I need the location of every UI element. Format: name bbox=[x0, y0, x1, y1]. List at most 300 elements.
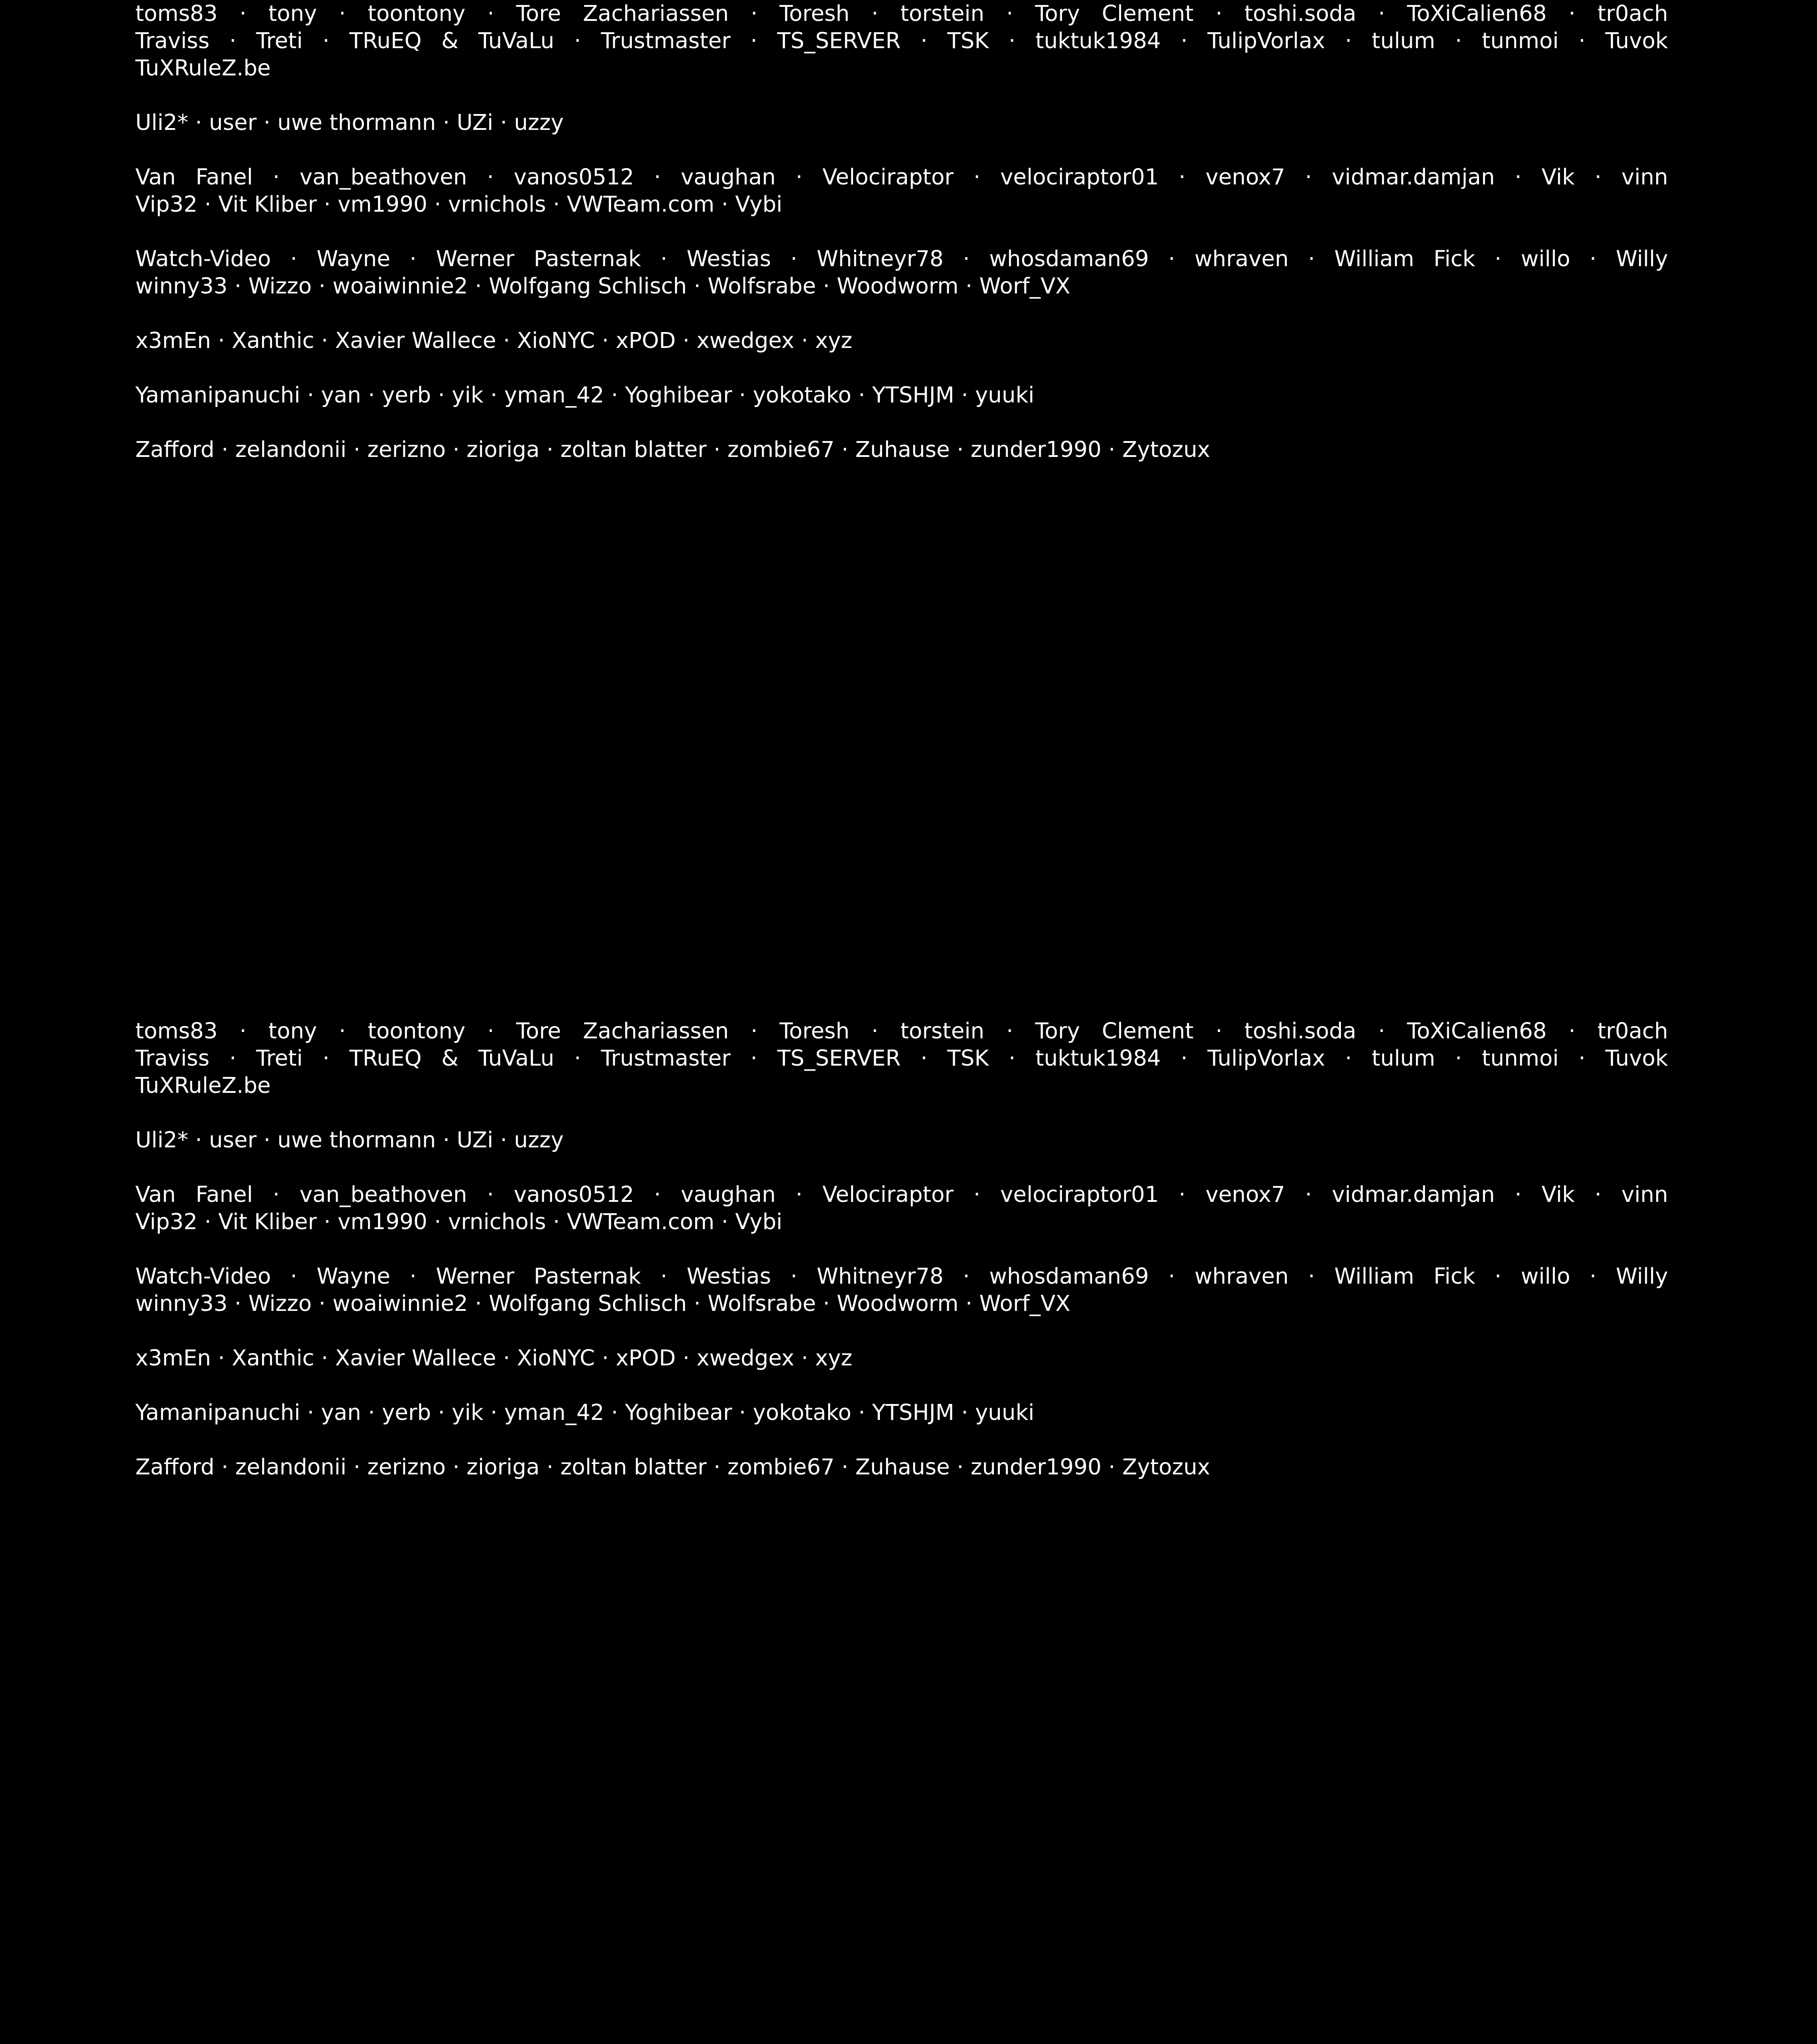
name-separator: · bbox=[984, 1, 1035, 26]
credit-name: toms83 bbox=[135, 1, 218, 26]
credit-name: Uli2* bbox=[135, 110, 189, 135]
name-separator: · bbox=[493, 110, 514, 135]
credit-name: Yoghibear bbox=[625, 1400, 732, 1425]
credit-name: William Fick bbox=[1334, 246, 1475, 272]
credit-name: Wayne bbox=[316, 246, 391, 272]
credit-line bbox=[135, 1290, 1668, 1317]
credit-name: tony bbox=[268, 1, 317, 26]
credit-name: Xavier Wallece bbox=[335, 328, 496, 353]
name-separator: · bbox=[271, 246, 317, 272]
name-separator: · bbox=[1193, 1018, 1245, 1044]
credit-name: Woodworm bbox=[837, 273, 959, 299]
credit-name: Westias bbox=[686, 246, 771, 272]
name-separator: · bbox=[794, 328, 815, 353]
credit-name: tony bbox=[268, 1018, 317, 1044]
name-separator: · bbox=[954, 1400, 975, 1425]
name-separator: · bbox=[1288, 1264, 1335, 1289]
credit-line bbox=[135, 1263, 1668, 1290]
credit-name: woaiwinnie2 bbox=[332, 1291, 468, 1316]
credit-name: Woodworm bbox=[837, 1291, 959, 1316]
name-separator: · bbox=[954, 382, 975, 408]
name-separator: · bbox=[816, 273, 837, 299]
name-separator: · bbox=[1574, 1182, 1622, 1207]
name-separator: · bbox=[958, 1291, 979, 1316]
name-separator: · bbox=[834, 437, 855, 462]
credit-name: user bbox=[209, 1127, 257, 1153]
credit-name: ToXiCalien68 bbox=[1407, 1, 1547, 26]
name-separator: · bbox=[227, 273, 248, 299]
credit-name: van_beathoven bbox=[299, 1182, 467, 1207]
credit-name: YTSHJM bbox=[872, 1400, 954, 1425]
credits-group-v bbox=[135, 164, 1668, 218]
credit-name: vanos0512 bbox=[514, 164, 634, 190]
credit-name: Wizzo bbox=[248, 1291, 312, 1316]
name-separator: · bbox=[675, 328, 697, 353]
name-separator: · bbox=[188, 1127, 209, 1153]
credit-name: velociraptor01 bbox=[1000, 1182, 1159, 1207]
credit-name: Xavier Wallece bbox=[335, 1345, 496, 1371]
name-separator: · bbox=[483, 1400, 504, 1425]
credit-name: velociraptor01 bbox=[1000, 164, 1159, 190]
name-separator: · bbox=[953, 164, 1001, 190]
credit-name: whraven bbox=[1194, 1264, 1289, 1289]
name-separator: · bbox=[317, 1018, 368, 1044]
credits-group-y bbox=[135, 1399, 1668, 1426]
credit-name: Tory Clement bbox=[1035, 1, 1194, 26]
credit-name: zombie67 bbox=[727, 1454, 835, 1480]
credit-name: Whitneyr78 bbox=[816, 1264, 944, 1289]
credit-name: zunder1990 bbox=[970, 437, 1102, 462]
name-separator: · bbox=[604, 382, 625, 408]
credit-name: whosdaman69 bbox=[989, 246, 1149, 272]
name-separator: · bbox=[253, 164, 300, 190]
name-separator: · bbox=[1149, 246, 1195, 272]
credit-name: vaughan bbox=[680, 1182, 776, 1207]
credit-name: Yamanipanuchi bbox=[135, 1400, 300, 1425]
credit-name: UZi bbox=[457, 1127, 493, 1153]
credit-name: tunmoi bbox=[1482, 28, 1559, 54]
credit-name: TRuEQ & TuVaLu bbox=[349, 1046, 555, 1071]
name-separator: · bbox=[300, 382, 321, 408]
credit-name: Tory Clement bbox=[1035, 1018, 1194, 1044]
name-separator: · bbox=[256, 110, 278, 135]
name-separator: · bbox=[675, 1345, 697, 1371]
credit-line bbox=[135, 27, 1668, 55]
credit-name: torstein bbox=[900, 1, 984, 26]
name-separator: · bbox=[771, 246, 817, 272]
credits-group-x bbox=[135, 327, 1668, 354]
credits-group-z bbox=[135, 436, 1668, 463]
credit-name: UZi bbox=[457, 110, 493, 135]
credit-name: zerizno bbox=[367, 437, 446, 462]
name-separator: · bbox=[1356, 1, 1407, 26]
credit-name: Vip32 bbox=[135, 1209, 198, 1235]
name-separator: · bbox=[446, 437, 467, 462]
credit-line bbox=[135, 245, 1668, 273]
name-separator: · bbox=[314, 1345, 335, 1371]
name-separator: · bbox=[312, 1291, 333, 1316]
credit-name: yuuki bbox=[975, 382, 1034, 408]
name-separator: · bbox=[953, 1182, 1001, 1207]
name-separator: · bbox=[446, 1454, 467, 1480]
credit-name: toshi.soda bbox=[1244, 1, 1356, 26]
credit-name: winny33 bbox=[135, 1291, 228, 1316]
name-separator: · bbox=[595, 328, 616, 353]
credit-name: TSK bbox=[947, 28, 989, 54]
credit-name: toms83 bbox=[135, 1018, 218, 1044]
credit-name: xPOD bbox=[616, 328, 676, 353]
credit-line bbox=[135, 1126, 1668, 1154]
credit-name: Wolfsrabe bbox=[707, 273, 816, 299]
name-separator: · bbox=[314, 328, 335, 353]
name-separator: · bbox=[984, 1018, 1035, 1044]
name-separator: · bbox=[851, 1400, 873, 1425]
name-separator: · bbox=[346, 1454, 367, 1480]
name-separator: · bbox=[851, 382, 873, 408]
credit-name: TulipVorlax bbox=[1207, 28, 1326, 54]
credit-name: vaughan bbox=[680, 164, 776, 190]
name-separator: · bbox=[732, 1400, 753, 1425]
name-separator: · bbox=[950, 437, 971, 462]
name-separator: · bbox=[346, 437, 367, 462]
credit-name: zioriga bbox=[467, 1454, 540, 1480]
name-separator: · bbox=[900, 1046, 948, 1071]
name-separator: · bbox=[775, 164, 823, 190]
credit-name: uwe thormann bbox=[277, 110, 436, 135]
credit-name: zoltan blatter bbox=[560, 1454, 707, 1480]
name-separator: · bbox=[209, 1046, 256, 1071]
name-separator: · bbox=[687, 1291, 708, 1316]
credit-name: vinn bbox=[1621, 164, 1668, 190]
credit-name: TuXRuleZ.be bbox=[135, 55, 271, 81]
credit-name: Xanthic bbox=[232, 1345, 314, 1371]
credit-name: Treti bbox=[256, 28, 303, 54]
name-separator: · bbox=[641, 1264, 687, 1289]
credit-name: Vybi bbox=[735, 192, 783, 217]
name-separator: · bbox=[1435, 28, 1482, 54]
credit-name: Wolfgang Schlisch bbox=[488, 273, 687, 299]
credit-name: van_beathoven bbox=[299, 164, 467, 190]
name-separator: · bbox=[943, 246, 989, 272]
credit-name: yan bbox=[321, 382, 361, 408]
credits-group-v bbox=[135, 1181, 1668, 1235]
credit-name: yokotako bbox=[753, 382, 852, 408]
credit-name: Whitneyr78 bbox=[816, 246, 944, 272]
credit-name: Xanthic bbox=[232, 328, 314, 353]
credit-line bbox=[135, 436, 1668, 463]
credit-line bbox=[135, 1208, 1668, 1235]
name-separator: · bbox=[604, 1400, 625, 1425]
name-separator: · bbox=[1101, 437, 1122, 462]
credit-line bbox=[135, 0, 1668, 27]
credit-name: toshi.soda bbox=[1244, 1018, 1356, 1044]
name-separator: · bbox=[539, 437, 561, 462]
name-separator: · bbox=[467, 1182, 514, 1207]
name-separator: · bbox=[834, 1454, 855, 1480]
credit-name: Werner Pasternak bbox=[436, 246, 641, 272]
credit-name: Vik bbox=[1541, 164, 1575, 190]
credit-name: TS_SERVER bbox=[777, 28, 901, 54]
credit-name: Yamanipanuchi bbox=[135, 382, 300, 408]
credit-name: yik bbox=[452, 1400, 484, 1425]
credit-name: Uli2* bbox=[135, 1127, 189, 1153]
credit-name: yerb bbox=[382, 1400, 431, 1425]
name-separator: · bbox=[465, 1018, 516, 1044]
credit-name: ToXiCalien68 bbox=[1407, 1018, 1547, 1044]
name-separator: · bbox=[732, 382, 753, 408]
credit-line bbox=[135, 1017, 1668, 1045]
credit-name: venox7 bbox=[1205, 164, 1286, 190]
credit-name: Watch-Video bbox=[135, 246, 271, 272]
credit-name: TRuEQ & TuVaLu bbox=[349, 28, 555, 54]
name-separator: · bbox=[687, 273, 708, 299]
name-separator: · bbox=[794, 1345, 815, 1371]
credit-name: willo bbox=[1521, 246, 1570, 272]
credit-name: xyz bbox=[815, 328, 853, 353]
name-separator: · bbox=[312, 273, 333, 299]
name-separator: · bbox=[1285, 164, 1332, 190]
credits-group-z bbox=[135, 1454, 1668, 1481]
credit-name: tuktuk1984 bbox=[1035, 1046, 1161, 1071]
credit-name: vidmar.damjan bbox=[1331, 164, 1495, 190]
credit-name: tulum bbox=[1371, 1046, 1435, 1071]
credit-name: Velociraptor bbox=[822, 1182, 954, 1207]
credits-group-y bbox=[135, 382, 1668, 409]
credit-name: vidmar.damjan bbox=[1331, 1182, 1495, 1207]
credit-name: vanos0512 bbox=[514, 1182, 634, 1207]
name-separator: · bbox=[1161, 1046, 1208, 1071]
name-separator: · bbox=[730, 1046, 777, 1071]
credit-name: TuXRuleZ.be bbox=[135, 1073, 271, 1098]
name-separator: · bbox=[317, 1, 368, 26]
credits-block-top bbox=[135, 0, 1668, 491]
credit-name: yuuki bbox=[975, 1400, 1034, 1425]
name-separator: · bbox=[431, 1400, 452, 1425]
credit-name: Velociraptor bbox=[822, 164, 954, 190]
credit-name: Trustmaster bbox=[601, 1046, 731, 1071]
credit-name: TS_SERVER bbox=[777, 1046, 901, 1071]
name-separator: · bbox=[816, 1291, 837, 1316]
credit-name: Treti bbox=[256, 1046, 303, 1071]
name-separator: · bbox=[214, 1454, 235, 1480]
credit-name: Vip32 bbox=[135, 192, 198, 217]
name-separator: · bbox=[317, 192, 338, 217]
credit-name: uwe thormann bbox=[277, 1127, 436, 1153]
credit-name: zelandonii bbox=[235, 1454, 347, 1480]
name-separator: · bbox=[468, 1291, 489, 1316]
name-separator: · bbox=[1559, 1046, 1605, 1071]
name-separator: · bbox=[595, 1345, 616, 1371]
name-separator: · bbox=[253, 1182, 300, 1207]
name-separator: · bbox=[436, 110, 457, 135]
credit-name: Zytozux bbox=[1122, 1454, 1211, 1480]
credit-name: Willy bbox=[1616, 246, 1668, 272]
credit-name: Van Fanel bbox=[135, 164, 253, 190]
credit-name: TulipVorlax bbox=[1207, 1046, 1326, 1071]
name-separator: · bbox=[256, 1127, 278, 1153]
name-separator: · bbox=[218, 1018, 268, 1044]
credit-line bbox=[135, 164, 1668, 191]
credits-group-w bbox=[135, 245, 1668, 300]
credit-name: Zytozux bbox=[1122, 437, 1211, 462]
name-separator: · bbox=[197, 1209, 218, 1235]
credit-name: xwedgex bbox=[696, 1345, 794, 1371]
name-separator: · bbox=[1475, 246, 1521, 272]
credit-name: Werner Pasternak bbox=[436, 1264, 641, 1289]
credit-name: torstein bbox=[900, 1018, 984, 1044]
credit-name: woaiwinnie2 bbox=[332, 273, 468, 299]
credit-line bbox=[135, 1399, 1668, 1426]
credit-name: whosdaman69 bbox=[989, 1264, 1149, 1289]
credit-name: yerb bbox=[382, 382, 431, 408]
name-separator: · bbox=[546, 1209, 567, 1235]
name-separator: · bbox=[546, 192, 567, 217]
credit-name: Watch-Video bbox=[135, 1264, 271, 1289]
credit-name: William Fick bbox=[1334, 1264, 1475, 1289]
credit-name: Trustmaster bbox=[601, 28, 731, 54]
name-separator: · bbox=[1161, 28, 1208, 54]
name-separator: · bbox=[361, 382, 382, 408]
credit-name: Van Fanel bbox=[135, 1182, 253, 1207]
credit-line bbox=[135, 327, 1668, 354]
name-separator: · bbox=[988, 1046, 1036, 1071]
name-separator: · bbox=[211, 1345, 232, 1371]
credits-group-w bbox=[135, 1263, 1668, 1317]
credit-line bbox=[135, 382, 1668, 409]
name-separator: · bbox=[1559, 28, 1605, 54]
name-separator: · bbox=[1193, 1, 1245, 26]
name-separator: · bbox=[209, 28, 256, 54]
name-separator: · bbox=[775, 1182, 823, 1207]
name-separator: · bbox=[1570, 246, 1616, 272]
name-separator: · bbox=[1570, 1264, 1616, 1289]
credit-name: uzzy bbox=[514, 1127, 564, 1153]
credit-name: xwedgex bbox=[696, 328, 794, 353]
name-separator: · bbox=[1159, 1182, 1206, 1207]
name-separator: · bbox=[431, 382, 452, 408]
credit-name: tr0ach bbox=[1597, 1, 1668, 26]
credit-name: winny33 bbox=[135, 273, 228, 299]
credit-line bbox=[135, 273, 1668, 300]
credit-name: Zuhause bbox=[855, 1454, 950, 1480]
credit-name: yan bbox=[321, 1400, 361, 1425]
credit-line bbox=[135, 1181, 1668, 1208]
credit-name: Wolfgang Schlisch bbox=[488, 1291, 687, 1316]
credit-name: vrnichols bbox=[448, 1209, 546, 1235]
name-separator: · bbox=[1285, 1182, 1332, 1207]
credit-name: Tore Zachariassen bbox=[516, 1, 729, 26]
name-separator: · bbox=[188, 110, 209, 135]
name-separator: · bbox=[1325, 1046, 1372, 1071]
name-separator: · bbox=[1288, 246, 1335, 272]
credit-name: YTSHJM bbox=[872, 382, 954, 408]
name-separator: · bbox=[554, 28, 601, 54]
name-separator: · bbox=[390, 246, 436, 272]
name-separator: · bbox=[214, 437, 235, 462]
name-separator: · bbox=[771, 1264, 817, 1289]
name-separator: · bbox=[468, 273, 489, 299]
name-separator: · bbox=[496, 328, 517, 353]
credit-name: x3mEn bbox=[135, 1345, 211, 1371]
credits-group-t bbox=[135, 0, 1668, 82]
credit-name: Worf_VX bbox=[979, 1291, 1071, 1316]
name-separator: · bbox=[1546, 1, 1598, 26]
credit-name: Wolfsrabe bbox=[707, 1291, 816, 1316]
credit-line bbox=[135, 1072, 1668, 1099]
credit-name: toontony bbox=[367, 1018, 466, 1044]
credit-name: venox7 bbox=[1205, 1182, 1286, 1207]
credit-name: zombie67 bbox=[727, 437, 835, 462]
credit-name: xyz bbox=[815, 1345, 853, 1371]
credit-line bbox=[135, 1454, 1668, 1481]
credit-line bbox=[135, 191, 1668, 218]
name-separator: · bbox=[1101, 1454, 1122, 1480]
name-separator: · bbox=[729, 1, 780, 26]
credit-name: Zafford bbox=[135, 1454, 215, 1480]
credit-name: XioNYC bbox=[516, 328, 595, 353]
name-separator: · bbox=[849, 1018, 900, 1044]
credit-line bbox=[135, 109, 1668, 136]
credit-name: user bbox=[209, 110, 257, 135]
credit-name: TSK bbox=[947, 1046, 989, 1071]
credit-name: willo bbox=[1521, 1264, 1570, 1289]
credit-name: zioriga bbox=[467, 437, 540, 462]
name-separator: · bbox=[730, 28, 777, 54]
credit-name: Westias bbox=[686, 1264, 771, 1289]
credit-name: zelandonii bbox=[235, 437, 347, 462]
credit-line bbox=[135, 1045, 1668, 1072]
name-separator: · bbox=[300, 1400, 321, 1425]
name-separator: · bbox=[361, 1400, 382, 1425]
credit-name: toontony bbox=[367, 1, 466, 26]
name-separator: · bbox=[900, 28, 948, 54]
credit-name: Traviss bbox=[135, 1046, 210, 1071]
name-separator: · bbox=[950, 1454, 971, 1480]
credit-name: Vik bbox=[1541, 1182, 1575, 1207]
credit-name: tulum bbox=[1371, 28, 1435, 54]
name-separator: · bbox=[465, 1, 516, 26]
credit-name: Toresh bbox=[779, 1018, 850, 1044]
name-separator: · bbox=[1149, 1264, 1195, 1289]
credit-name: Wayne bbox=[316, 1264, 391, 1289]
credit-name: VWTeam.com bbox=[566, 192, 715, 217]
name-separator: · bbox=[427, 192, 448, 217]
name-separator: · bbox=[641, 246, 687, 272]
credit-name: Tuvok bbox=[1605, 28, 1668, 54]
credit-name: Willy bbox=[1616, 1264, 1668, 1289]
credit-name: yman_42 bbox=[504, 1400, 605, 1425]
name-separator: · bbox=[1546, 1018, 1598, 1044]
credit-name: uzzy bbox=[514, 110, 564, 135]
name-separator: · bbox=[390, 1264, 436, 1289]
name-separator: · bbox=[1325, 28, 1372, 54]
credit-name: Vit Kliber bbox=[218, 1209, 317, 1235]
name-separator: · bbox=[436, 1127, 457, 1153]
name-separator: · bbox=[1475, 1264, 1521, 1289]
name-separator: · bbox=[539, 1454, 561, 1480]
name-separator: · bbox=[849, 1, 900, 26]
credit-name: x3mEn bbox=[135, 328, 211, 353]
credit-name: Vit Kliber bbox=[218, 192, 317, 217]
name-separator: · bbox=[303, 1046, 350, 1071]
name-separator: · bbox=[634, 164, 681, 190]
credit-name: Zafford bbox=[135, 437, 215, 462]
credit-name: Tuvok bbox=[1605, 1046, 1668, 1071]
name-separator: · bbox=[958, 273, 979, 299]
name-separator: · bbox=[706, 1454, 728, 1480]
name-separator: · bbox=[1356, 1018, 1407, 1044]
credit-name: xPOD bbox=[616, 1345, 676, 1371]
